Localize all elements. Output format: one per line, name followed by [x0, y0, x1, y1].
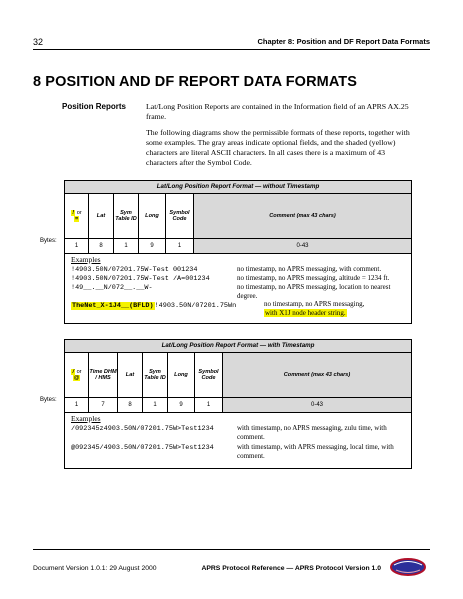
- column-header: Comment (max 43 chars): [194, 194, 411, 238]
- column-header: Sym Table ID: [143, 353, 168, 397]
- bytes-label: Bytes:: [40, 397, 57, 403]
- literal-node-string: TheNet_X-1J4__(BFLD): [72, 302, 154, 310]
- section-heading: 8 POSITION AND DF REPORT DATA FORMATS: [33, 74, 358, 90]
- example-desc: with timestamp, with APRS messaging, local time, with comment.: [237, 443, 394, 460]
- section-label: Position Reports: [62, 102, 127, 111]
- byte-count: 8: [89, 239, 114, 253]
- example-code: @092345/4903.50N/07201.75W>Test1234: [71, 444, 214, 452]
- paragraph-1: Lat/Long Position Reports are contained in the Information field of an APRS AX.25 frame.: [146, 102, 409, 121]
- column-header: Symbol Code: [166, 194, 194, 238]
- literal-char: @: [73, 375, 80, 381]
- byte-count: 9: [139, 239, 166, 253]
- table-caption: Lat/Long Position Report Format — with Timestamp: [65, 340, 411, 353]
- footer-rule: [33, 549, 430, 550]
- column-header: Long: [139, 194, 166, 238]
- byte-count: 1: [114, 239, 139, 253]
- example-code: !49__.__N/072__.__W-: [71, 284, 153, 292]
- examples-box: [64, 412, 412, 469]
- column-header: Long: [168, 353, 195, 397]
- example-desc: no timestamp, no APRS messaging, altitude = 1234 ft.: [237, 274, 390, 282]
- paragraph-2: The following diagrams show the permissible formats of these reports, together with some examples. The gray areas indicate optional fields, and the shaded (yellow) characters are literal ASCII characters. In all cases there is a maximum of 43 characters after the Symbol Code.: [146, 128, 410, 167]
- format-table-no-timestamp: [64, 180, 412, 254]
- example-code: /092345z4903.50N/07201.75W>Test1234: [71, 425, 214, 433]
- table-caption: Lat/Long Position Report Format — without Timestamp: [65, 181, 411, 194]
- byte-count: 7: [89, 398, 118, 412]
- data-type-cell: / or @: [65, 353, 89, 397]
- byte-count: 1: [65, 398, 89, 412]
- example-desc: no timestamp, no APRS messaging,: [264, 300, 365, 308]
- byte-count: 9: [168, 398, 195, 412]
- footer-version: Document Version 1.0.1: 29 August 2000: [33, 565, 157, 572]
- example-desc: no timestamp, no APRS messaging, location to nearest degree.: [237, 283, 391, 300]
- literal-char: =: [74, 216, 79, 222]
- example-code: !4903.50N/07201.75W-Test /A=001234: [71, 275, 210, 283]
- examples-label: Examples: [71, 255, 101, 264]
- header-rule: [33, 49, 430, 50]
- chapter-title: Chapter 8: Position and DF Report Data Formats: [257, 37, 430, 46]
- examples-box: [64, 253, 412, 324]
- format-table-with-timestamp: [64, 339, 412, 413]
- example-desc-highlight: with X1J node header string.: [265, 309, 346, 317]
- column-header: Lat: [89, 194, 114, 238]
- example-desc: no timestamp, no APRS messaging, with comment.: [237, 265, 382, 273]
- footer-title: APRS Protocol Reference — APRS Protocol Version 1.0: [201, 565, 381, 572]
- column-header: Lat: [118, 353, 143, 397]
- examples-label: Examples: [71, 414, 101, 423]
- byte-count: 1: [65, 239, 89, 253]
- literal-char: !: [72, 209, 75, 216]
- example-code: !4903.50N/07201.75W-Test 001234: [71, 266, 198, 274]
- column-header: Time DHM / HMS: [89, 353, 118, 397]
- example-code: !4903.50N/07201.75Wn: [154, 302, 237, 310]
- byte-count: 8: [118, 398, 143, 412]
- column-header: Symbol Code: [195, 353, 223, 397]
- column-header: Comment (max 43 chars): [223, 353, 411, 397]
- byte-count: 1: [143, 398, 168, 412]
- data-type-cell: ! or =: [65, 194, 89, 238]
- byte-count: 1: [195, 398, 223, 412]
- bytes-label: Bytes:: [40, 238, 57, 244]
- byte-count: 0-43: [223, 398, 411, 412]
- literal-char: /: [72, 368, 75, 375]
- byte-count: 1: [166, 239, 194, 253]
- page-number: 32: [33, 37, 44, 47]
- byte-count: 0-43: [194, 239, 411, 253]
- aprs-logo-icon: [388, 556, 428, 578]
- example-desc: with timestamp, no APRS messaging, zulu time, with comment.: [237, 424, 387, 441]
- column-header: Sym Table ID: [114, 194, 139, 238]
